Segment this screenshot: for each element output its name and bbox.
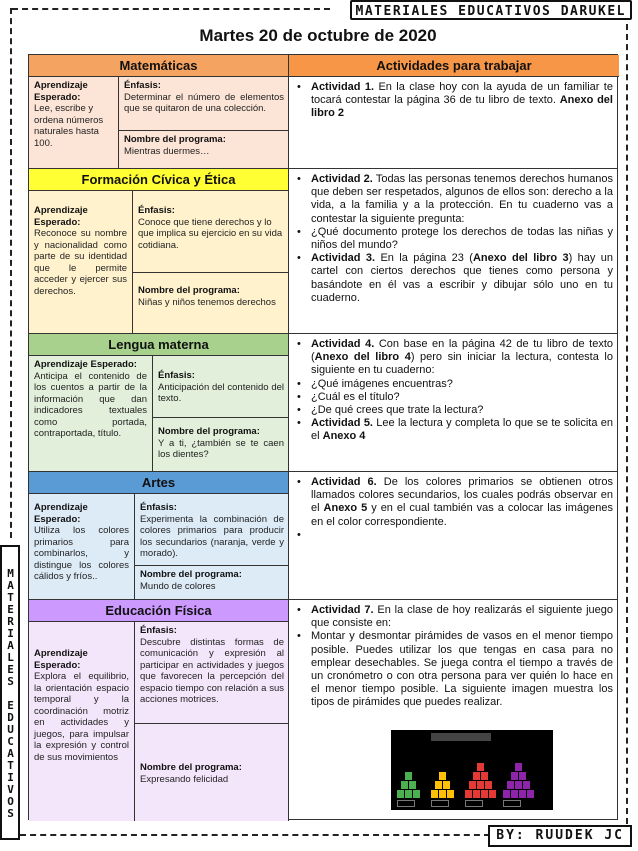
dashed-frame-top [12,8,330,10]
enfasis-label: Énfasis: [140,625,177,636]
activity-cell-lengua [289,334,619,471]
programa-text: Mientras duermes… [124,145,210,157]
question-text: ¿Cuál es el título? [311,390,400,403]
activity-cell-educacion-fisica [289,600,619,821]
subject-header-lengua: Lengua materna [29,334,288,356]
activity-text: De los colores primarios se obtienen otros llamados colores secundarios, los cuales podrás observar en el [311,476,613,515]
cup-shape [405,772,412,780]
enfasis-cell [135,494,289,566]
cup-shape [401,781,408,789]
activity-4 [295,338,613,378]
programa-text: Mundo de colores [140,580,216,592]
enfasis-label: Énfasis: [124,80,161,91]
programa-label: Nombre del programa: [124,134,226,145]
programa-cell [135,724,289,821]
programa-text: Niñas y niños tenemos derechos [138,296,276,308]
question-text: ¿Qué documento protege los derechos de todas las niñas y niños del mundo? [311,225,613,252]
cup-shape [469,781,476,789]
aprendizaje-text: Reconoce su nombre y nacionalidad como parte de su identidad que le permite acceder y ejercer sus derechos. [34,228,127,297]
cup-shape [465,790,472,798]
activity-text: En la página 23 ( [375,252,473,265]
activity-text: y en el cual también vas a colocar las imágenes en el color correspondiente. [311,502,614,528]
enfasis-text: Determinar el número de elementos que se quitaron de una colección. [124,91,284,114]
activity-7 [295,604,613,630]
image-title-bar [431,733,491,741]
activity-text: ) hay un cartel con ciertos derechos que tienes como persona y basándote en él vas a escribir y dibujar sólo uno en tu cuaderno. [311,252,613,304]
cup-shape [515,763,522,771]
cup-shape [515,781,522,789]
subject-header-educacion-fisica: Educación Física [29,600,288,622]
programa-text: Y a ti, ¿también se te caen los dientes? [158,437,284,460]
activity-text: Con base en la página 42 de tu libro de texto ( [311,338,613,364]
cup-shape [481,790,488,798]
activity-label: Actividad 6. [311,476,377,488]
activity-5 [295,417,613,443]
activity-cell-civica [289,169,619,333]
cup-shape [397,790,404,798]
activity-text: Todas las personas tenemos derechos humanos que deben ser respetados, algunos de ellos son: derecho a la vida, a la familia y a la protección. En tu cuaderno vas a contestar la siguiente pregunta: [311,173,613,225]
author-banner: BY: RUUDEK JC [488,825,632,847]
programa-text: Expresando felicidad [140,773,229,785]
cup-shape [477,763,484,771]
aprendizaje-text: Lee, escribe y ordena números naturales hasta 100. [34,103,104,149]
aprendizaje-cell [29,191,133,334]
cup-shape [511,772,518,780]
programa-cell [135,566,289,600]
pyramid-label-box [397,800,415,807]
enfasis-label: Énfasis: [140,502,177,513]
question-item [295,226,613,252]
activity-cell-matematicas [289,77,619,169]
enfasis-cell [119,77,289,131]
cup-shape [409,781,416,789]
subject-header-artes: Artes [29,472,288,494]
subject-header-civica: Formación Cívica y Ética [29,169,288,191]
aprendizaje-label: Aprendizaje Esperado: [34,80,88,103]
activity-text: Lee la lectura y completa lo que se te solicita en el [311,417,613,443]
cup-shape [507,781,514,789]
aprendizaje-text: Utiliza los colores primarios para combinarlos, y distingue los colores cálidos y fríos.. [34,525,129,582]
enfasis-cell [153,356,289,418]
activity-text: ) pero sin iniciar la lectura, contesta lo siguiente en tu cuaderno: [311,351,613,377]
aprendizaje-label: Aprendizaje Esperado: [34,359,137,370]
cup-shape [519,790,526,798]
row-educacion-fisica [29,600,617,821]
question-item [295,404,613,417]
aprendizaje-label: Aprendizaje Esperado: [34,205,88,228]
programa-label: Nombre del programa: [138,285,240,296]
aprendizaje-cell [29,356,153,472]
aprendizaje-label: Aprendizaje Esperado: [34,502,88,525]
cup-shape [527,790,534,798]
cup-shape [431,790,438,798]
activity-label: Actividad 2. [311,173,373,185]
row-matematicas [29,55,617,169]
anexo-ref: Anexo del libro 2 [311,94,613,120]
activity-label: Actividad 3. [311,252,376,265]
anexo-ref: Anexo del libro 3 [472,252,569,265]
subject-cell-civica [29,169,289,333]
activity-text: En la clase de hoy realizarás el siguiente juego que consiste en: [311,604,613,630]
cup-shape [447,790,454,798]
brand-banner-side: MATERIALES EDUCATIVOS [0,545,20,840]
anexo-ref: Anexo 4 [322,430,366,443]
aprendizaje-cell [29,494,135,600]
subject-cell-matematicas [29,55,289,168]
programa-cell [153,418,289,472]
cup-shape [523,781,530,789]
dashed-frame-right [626,24,628,824]
enfasis-text: Conoce que tiene derechos y lo que implica su ejercicio en su vida cotidiana. [138,216,283,251]
cup-shape [473,772,480,780]
enfasis-cell [135,622,289,724]
aprendizaje-cell [29,622,135,821]
cup-shape [405,790,412,798]
activity-cell-artes [289,472,619,599]
activity-2 [295,173,613,226]
aprendizaje-label: Aprendizaje Esperado: [34,648,88,671]
cup-shape [489,790,496,798]
cup-shape [439,790,446,798]
programa-label: Nombre del programa: [158,426,260,437]
anexo-ref: Anexo del libro 4 [314,351,411,364]
cup-shape [473,790,480,798]
programa-label: Nombre del programa: [140,569,242,580]
activity-6 [295,476,613,529]
subject-cell-lengua [29,334,289,471]
programa-cell [133,273,289,334]
subject-header-matematicas: Matemáticas [29,55,288,77]
cup-shape [413,790,420,798]
enfasis-text: Anticipación del contenido del texto. [158,381,284,404]
enfasis-label: Énfasis: [158,370,195,381]
cup-shape [503,790,510,798]
dashed-frame-bottom [20,834,490,836]
pyramid-label-box [503,800,521,807]
cup-shape [519,772,526,780]
programa-cell [119,131,289,169]
row-artes [29,472,617,600]
dashed-frame-left [10,8,12,538]
instruction-text: Montar y desmontar pirámides de vasos en el menor tiempo posible. Puedes utilizar los que tengas en casa para no emplear desechables. Se juega contra el tiempo a través de un cronómetro o con otra persona para ver quién lo hace en el menor tiempo posible. La siguiente imagen muestra los tipos de pirámides que puedes realizar. [311,630,613,709]
programa-label: Nombre del programa: [140,762,242,773]
cup-shape [477,781,484,789]
question-text: ¿Qué imágenes encuentras? [311,377,453,390]
pyramid-label-box [465,800,483,807]
cup-shape [435,781,442,789]
subject-cell-artes [29,472,289,599]
activity-3 [295,252,613,305]
aprendizaje-text: Explora el equilibrio, la orientación espacio temporal y la coordinación motriz en actividades y juegos, para impulsar la expresión y control de sus movimientos [34,671,129,763]
cup-shape [439,772,446,780]
enfasis-label: Énfasis: [138,205,175,216]
cup-shape [485,781,492,789]
instruction-item [295,630,613,709]
enfasis-text: Descubre distintas formas de comunicación y expresión al participar en actividades y juegos que favorecen la percepción del espacio tiempo con relación a sus acciones motrices. [140,636,284,705]
aprendizaje-text: Anticipa el contenido de los cuentos a partir de la información que dan indicadores textuales como portada, contraportada, título. [34,370,147,439]
activity-label: Actividad 4. [311,338,375,350]
enfasis-cell [133,191,289,273]
row-civica [29,169,617,334]
activity-label: Actividad 1. [311,81,375,93]
cup-shape [511,790,518,798]
activity-text: En la clase hoy con la ayuda de un familiar te tocará contestar la página 36 de tu libro de texto. [311,81,613,107]
question-text: ¿De qué crees que trate la lectura? [311,404,484,417]
activity-label: Actividad 5. [311,417,373,430]
enfasis-text: Experimenta la combinación de colores primarios para producir los secundarios (naranja, verde y morado). [140,513,284,559]
row-lengua [29,334,617,472]
activities-header: Actividades para trabajar [289,55,619,77]
aprendizaje-cell [29,77,119,169]
activity-1 [295,81,613,121]
subject-cell-educacion-fisica [29,600,289,821]
brand-banner-top: MATERIALES EDUCATIVOS DARUKEL [350,0,632,20]
anexo-ref: Anexo 5 [323,502,368,515]
question-item [295,378,613,391]
question-item [295,391,613,404]
cup-shape [443,781,450,789]
cup-shape [481,772,488,780]
schedule-table [28,54,618,820]
pyramid-label-box [431,800,449,807]
page-title: Martes 20 de octubre de 2020 [199,26,437,45]
activity-label: Actividad 7. [311,604,374,616]
cup-pyramids-image [391,730,553,810]
